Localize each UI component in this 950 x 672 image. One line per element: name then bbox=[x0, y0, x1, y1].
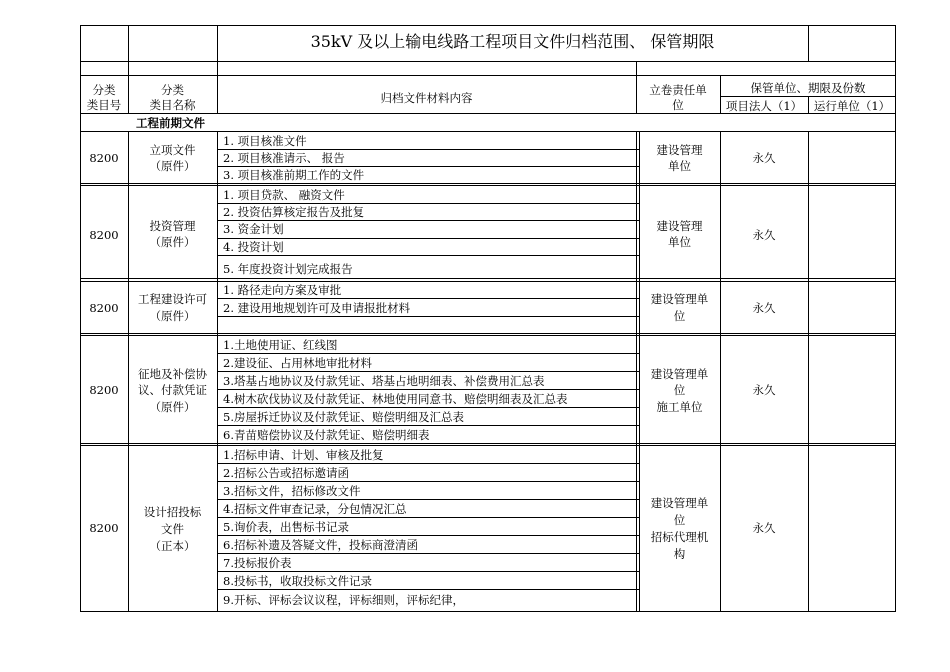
group-name-line: （原件） bbox=[149, 400, 196, 414]
group-code: 8200 bbox=[89, 521, 119, 535]
list-item: 5.询价表，出售标书记录 bbox=[223, 520, 349, 534]
rule bbox=[217, 481, 639, 482]
rule bbox=[217, 166, 639, 167]
rule bbox=[217, 463, 639, 464]
rule bbox=[217, 389, 639, 390]
header-code-line2: 类目号 bbox=[86, 98, 122, 112]
group-name-line: 投资管理 bbox=[149, 219, 196, 233]
responsible-unit-line: 施工单位 bbox=[656, 400, 703, 414]
list-item: 2. 建设用地规划许可及申请报批材料 bbox=[223, 301, 411, 315]
rule bbox=[808, 25, 809, 61]
list-item: 5. 年度投资计划完成报告 bbox=[223, 262, 353, 276]
rule bbox=[217, 316, 639, 317]
header-code-line1: 分类 bbox=[92, 83, 116, 97]
list-item: 1. 项目核准文件 bbox=[223, 134, 307, 148]
responsible-unit-line: 单位 bbox=[668, 235, 691, 249]
group-code: 8200 bbox=[89, 301, 119, 315]
header-custody: 保管单位、期限及份数 bbox=[750, 81, 866, 95]
list-item: 4.树木砍伐协议及付款凭证、林地使用同意书、赔偿明细表及汇总表 bbox=[223, 392, 568, 406]
group-name-line: （原件） bbox=[149, 159, 196, 173]
list-item: 4. 投资计划 bbox=[223, 240, 284, 254]
section-heading: 工程前期文件 bbox=[136, 116, 205, 130]
list-item: 3. 项目核准前期工作的文件 bbox=[223, 168, 365, 182]
group-code: 8200 bbox=[89, 383, 119, 397]
responsible-unit-line: 招标代理机 bbox=[650, 530, 709, 544]
rule bbox=[217, 425, 639, 426]
group-name-line: 议、付款凭证 bbox=[138, 383, 207, 397]
retention-period: 永久 bbox=[752, 301, 776, 315]
rule bbox=[80, 278, 896, 279]
list-item: 5.房屋拆迁协议及付款凭证、赔偿明细及汇总表 bbox=[223, 410, 464, 424]
responsible-unit-line: 建设管理单 bbox=[650, 367, 709, 381]
rule bbox=[217, 149, 639, 150]
list-item: 1.土地使用证、红线图 bbox=[223, 338, 338, 352]
group-name-line: （正本） bbox=[149, 539, 196, 553]
rule bbox=[80, 333, 896, 334]
rule bbox=[80, 281, 896, 282]
header-name-line2: 类目名称 bbox=[149, 98, 196, 112]
list-item: 1.招标申请、计划、审核及批复 bbox=[223, 448, 384, 462]
list-item: 1. 路径走向方案及审批 bbox=[223, 283, 342, 297]
retention-period: 永久 bbox=[752, 228, 776, 242]
list-item: 2. 项目核准请示、 报告 bbox=[223, 151, 345, 165]
rule bbox=[80, 25, 896, 26]
rule bbox=[217, 131, 218, 612]
header-operation-unit: 运行单位（1） bbox=[813, 99, 891, 113]
rule bbox=[217, 298, 639, 299]
list-item: 9.开标、评标会议议程，评标细则，评标纪律， bbox=[223, 593, 464, 607]
responsible-unit-line: 建设管理单 bbox=[650, 496, 709, 510]
rule bbox=[80, 445, 896, 446]
retention-period: 永久 bbox=[752, 383, 776, 397]
rule bbox=[217, 571, 639, 572]
rule bbox=[217, 589, 639, 590]
rule bbox=[80, 611, 896, 612]
list-item: 2. 投资估算核定报告及批复 bbox=[223, 205, 365, 219]
rule bbox=[80, 443, 896, 444]
list-item: 6.招标补遗及答疑文件，投标商澄清函 bbox=[223, 538, 418, 552]
retention-period: 永久 bbox=[752, 521, 776, 535]
list-item: 3.招标文件，招标修改文件 bbox=[223, 484, 361, 498]
header-legal-person: 项目法人（1） bbox=[725, 99, 803, 113]
group-name-line: 设计招投标 bbox=[143, 505, 202, 519]
rule bbox=[80, 61, 896, 62]
rule bbox=[80, 183, 896, 184]
retention-period: 永久 bbox=[752, 151, 776, 165]
rule bbox=[217, 535, 639, 536]
archive-table bbox=[80, 25, 896, 612]
group-code: 8200 bbox=[89, 151, 119, 165]
header-name-line1: 分类 bbox=[161, 83, 184, 97]
list-item: 2.招标公告或招标邀请函 bbox=[223, 466, 349, 480]
rule bbox=[80, 75, 896, 76]
list-item: 3. 资金计划 bbox=[223, 222, 284, 236]
rule bbox=[217, 407, 639, 408]
responsible-unit-line: 单位 bbox=[668, 159, 691, 173]
rule bbox=[636, 131, 637, 612]
responsible-unit-line: 建设管理单 bbox=[650, 292, 709, 306]
rule bbox=[217, 353, 639, 354]
list-item: 6.青苗赔偿协议及付款凭证、赔偿明细表 bbox=[223, 428, 430, 442]
rule bbox=[217, 220, 639, 221]
header-responsible-line1: 立卷责任单 bbox=[649, 83, 707, 97]
group-name-line: 文件 bbox=[161, 522, 184, 536]
responsible-unit-line: 建设管理 bbox=[656, 219, 703, 233]
rule bbox=[217, 371, 639, 372]
rule bbox=[80, 131, 896, 132]
rule bbox=[80, 113, 896, 114]
rule bbox=[895, 25, 896, 612]
rule bbox=[80, 185, 896, 186]
responsible-unit-line: 建设管理 bbox=[656, 143, 703, 157]
group-name-line: （原件） bbox=[149, 235, 196, 249]
group-code: 8200 bbox=[89, 228, 119, 242]
list-item: 8.投标书，收取投标文件记录 bbox=[223, 574, 372, 588]
responsible-unit-line: 构 bbox=[673, 547, 686, 561]
group-name-line: （原件） bbox=[149, 309, 196, 323]
list-item: 4.招标文件审查记录，分包情况汇总 bbox=[223, 502, 407, 516]
group-name-line: 征地及补偿协 bbox=[138, 367, 207, 381]
rule bbox=[808, 131, 809, 612]
rule bbox=[217, 238, 639, 239]
rule bbox=[217, 255, 639, 256]
rule bbox=[720, 131, 721, 612]
group-name-line: 工程建设许可 bbox=[138, 292, 207, 306]
rule bbox=[217, 203, 639, 204]
responsible-unit-line: 位 bbox=[673, 383, 686, 397]
responsible-unit-line: 位 bbox=[673, 309, 686, 323]
group-name-line: 立项文件 bbox=[149, 143, 196, 157]
header-content: 归档文件材料内容 bbox=[380, 91, 473, 105]
list-item: 7.投标报价表 bbox=[223, 556, 292, 570]
header-responsible-line2: 位 bbox=[672, 98, 684, 112]
page-title: 35kV 及以上输电线路工程项目文件归档范围、 保管期限 bbox=[310, 32, 715, 51]
list-item: 1. 项目贷款、 融资文件 bbox=[223, 188, 345, 202]
responsible-unit-line: 位 bbox=[673, 513, 686, 527]
rule bbox=[217, 517, 639, 518]
list-item: 2.建设征、占用林地审批材料 bbox=[223, 356, 372, 370]
rule bbox=[80, 335, 896, 336]
rule bbox=[217, 499, 639, 500]
rule bbox=[217, 553, 639, 554]
list-item: 3.塔基占地协议及付款凭证、塔基占地明细表、补偿费用汇总表 bbox=[223, 374, 545, 388]
